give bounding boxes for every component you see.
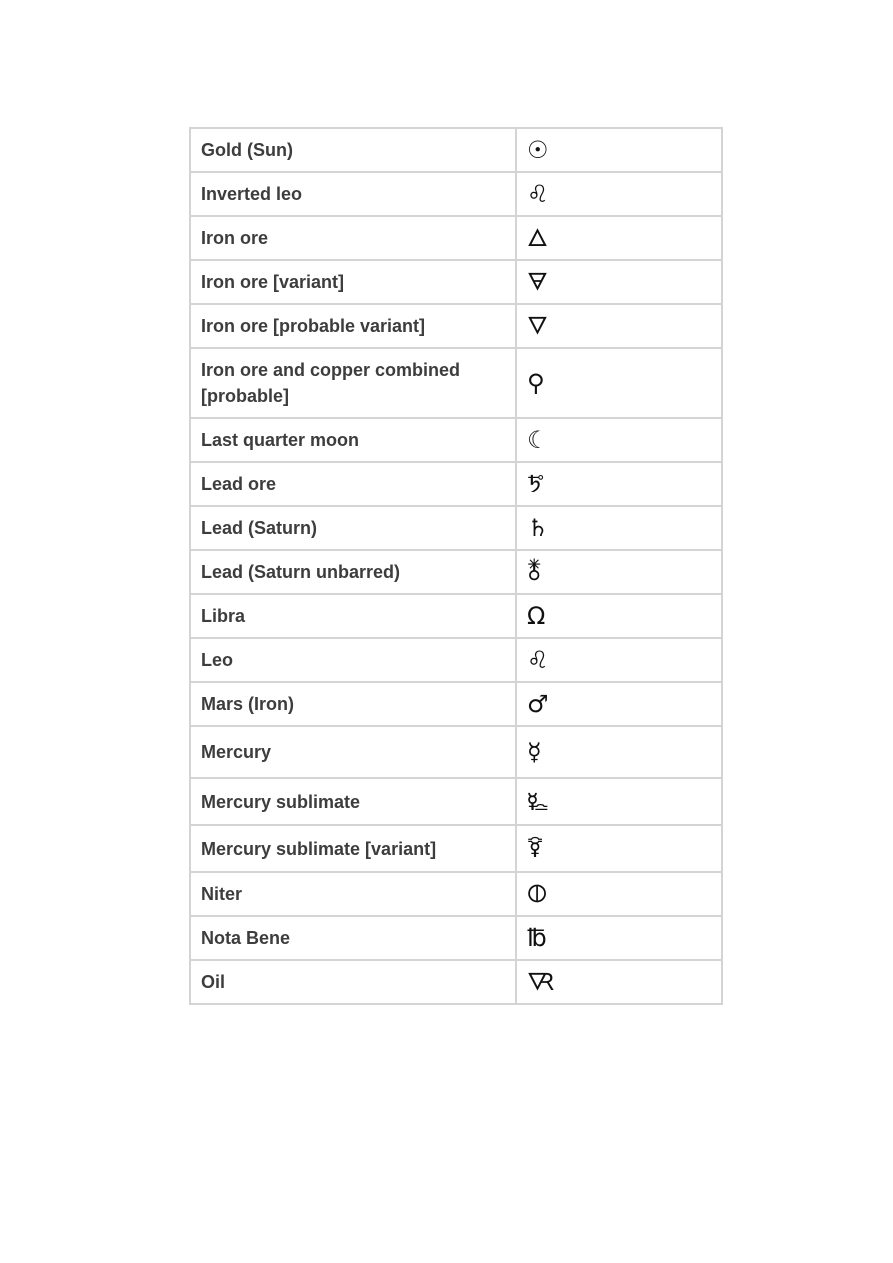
alchemical-symbol-icon: Ω bbox=[517, 595, 721, 637]
symbol-name-cell: Iron ore and copper combined [probable] bbox=[191, 349, 515, 417]
table-row bbox=[191, 917, 721, 959]
alchemical-symbol-icon: ☿ bbox=[517, 727, 721, 777]
alchemical-symbol-icon: 🜃 bbox=[517, 261, 721, 303]
alchemical-symbol-icon: ⚲ bbox=[517, 349, 721, 417]
symbol-name-cell: Last quarter moon bbox=[191, 419, 515, 461]
symbol-name-cell: Lead ore bbox=[191, 463, 515, 505]
symbol-name-cell: Iron ore [variant] bbox=[191, 261, 515, 303]
symbol-name-cell: Niter bbox=[191, 873, 515, 915]
symbol-name-cell: Iron ore [probable variant] bbox=[191, 305, 515, 347]
symbol-name-cell: Mercury bbox=[191, 727, 515, 777]
alchemical-symbol-icon: 🜑 bbox=[517, 826, 721, 871]
table-row bbox=[191, 129, 721, 171]
alchemical-symbol-icon: 🜆 bbox=[517, 961, 721, 1003]
alchemical-symbol-icon: ♌ bbox=[517, 173, 721, 215]
table-row bbox=[191, 261, 721, 303]
table-row bbox=[191, 419, 721, 461]
alchemical-symbol-icon: 🜬 bbox=[517, 551, 721, 593]
table-row bbox=[191, 217, 721, 259]
symbol-name-cell: Lead (Saturn unbarred) bbox=[191, 551, 515, 593]
table-row bbox=[191, 727, 721, 777]
alchemical-symbol-icon: 🜄 bbox=[517, 305, 721, 347]
symbol-name-cell: Nota Bene bbox=[191, 917, 515, 959]
table-row bbox=[191, 639, 721, 681]
alchemical-symbol-icon: ☾ bbox=[517, 419, 721, 461]
symbol-name-cell: Iron ore bbox=[191, 217, 515, 259]
table-row bbox=[191, 595, 721, 637]
table-row bbox=[191, 683, 721, 725]
table-row bbox=[191, 349, 721, 417]
symbol-name-cell: Inverted leo bbox=[191, 173, 515, 215]
table-row bbox=[191, 873, 721, 915]
symbol-name-cell: Gold (Sun) bbox=[191, 129, 515, 171]
alchemical-symbol-icon: ♄ bbox=[517, 507, 721, 549]
table-row bbox=[191, 961, 721, 1003]
alchemical-symbol-icon: 🜐 bbox=[517, 779, 721, 824]
alchemical-symbol-icon: ♂ bbox=[517, 683, 721, 725]
table-row bbox=[191, 173, 721, 215]
symbol-name-cell: Mercury sublimate bbox=[191, 779, 515, 824]
symbol-name-cell: Mercury sublimate [variant] bbox=[191, 826, 515, 871]
table-body bbox=[191, 129, 721, 1003]
table-row bbox=[191, 779, 721, 824]
symbol-name-cell: Mars (Iron) bbox=[191, 683, 515, 725]
alchemical-symbol-icon: ☉ bbox=[517, 129, 721, 171]
table-row bbox=[191, 826, 721, 871]
symbol-name-cell: Lead (Saturn) bbox=[191, 507, 515, 549]
symbol-name-cell: Leo bbox=[191, 639, 515, 681]
table-row bbox=[191, 507, 721, 549]
alchemical-symbols-table bbox=[189, 127, 723, 1005]
alchemical-symbol-icon: 🜂 bbox=[517, 217, 721, 259]
table-row bbox=[191, 551, 721, 593]
alchemical-symbol-icon: ℔ bbox=[517, 917, 721, 959]
alchemical-symbol-icon: 🜕 bbox=[517, 873, 721, 915]
alchemical-symbol-icon: 🜪 bbox=[517, 463, 721, 505]
alchemical-symbol-icon: ♌ bbox=[517, 639, 721, 681]
table-row bbox=[191, 305, 721, 347]
table-row bbox=[191, 463, 721, 505]
symbol-name-cell: Oil bbox=[191, 961, 515, 1003]
symbol-name-cell: Libra bbox=[191, 595, 515, 637]
